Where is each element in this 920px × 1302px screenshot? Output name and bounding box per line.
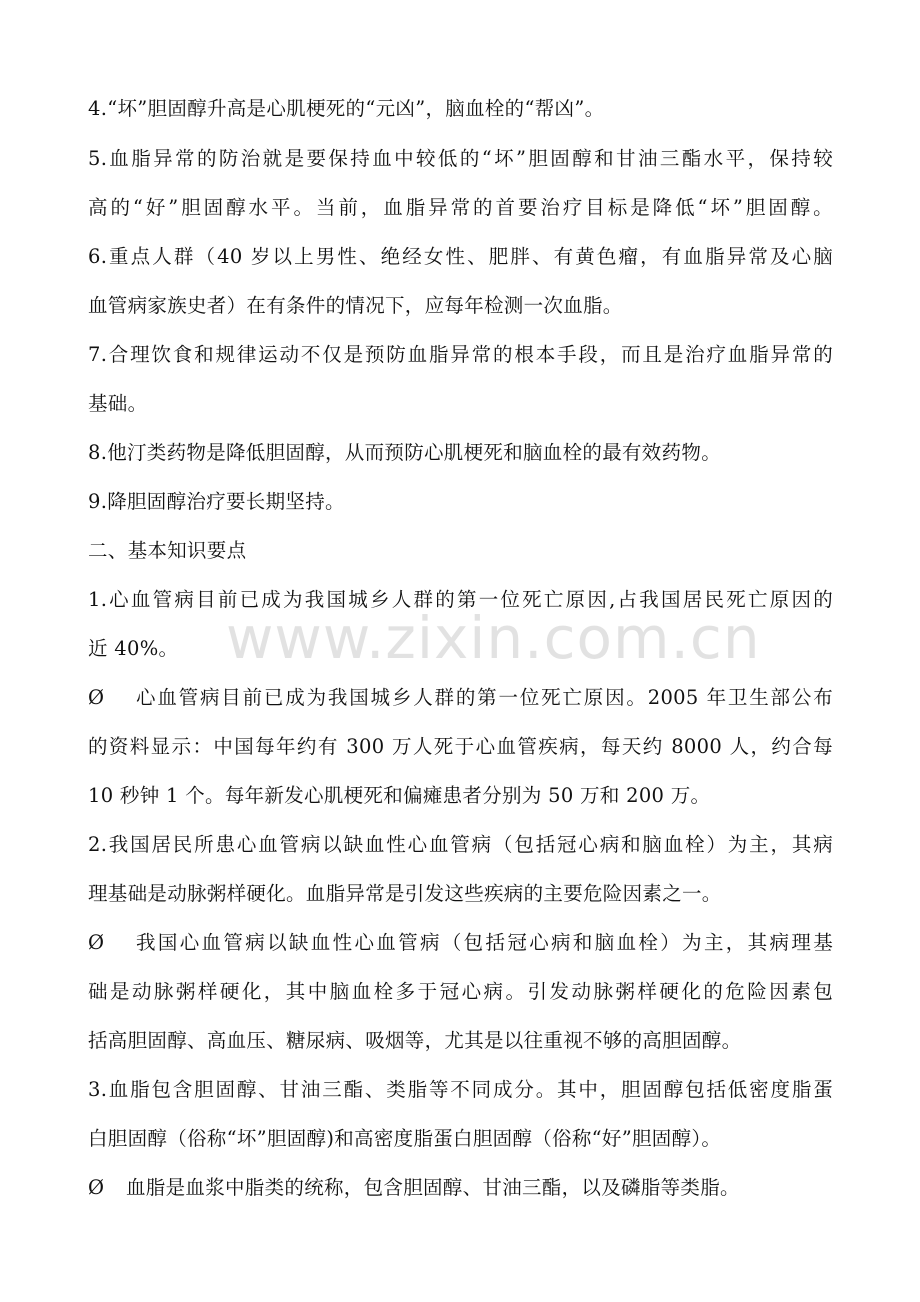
text-line: 高的“好”胆固醇水平。当前，血脂异常的首要治疗目标是降低“坏”胆固醇。	[88, 196, 833, 219]
bullet-line	[88, 1173, 740, 1203]
text-line: 5.血脂异常的防治就是要保持血中较低的“坏”胆固醇和甘油三酯水平，保持较	[88, 147, 833, 170]
text-line: 理基础是动脉粥样硬化。血脂异常是引发这些疾病的主要危险因素之一。	[88, 882, 722, 905]
text-line: 心血管病目前已成为我国城乡人群的第一位死亡原因。2005 年卫生部公布	[136, 686, 833, 709]
bullet-line	[88, 683, 833, 713]
bullet-icon: Ø	[88, 1176, 105, 1199]
text-line: 基础。	[88, 392, 148, 415]
text-line: 10 秒钟 1 个。每年新发心肌梗死和偏瘫患者分别为 50 万和 200 万。	[88, 784, 711, 807]
text-line: 血脂是血浆中脂类的统称，包含胆固醇、甘油三酯，以及磷脂等类脂。	[126, 1176, 740, 1199]
text-line: 9.降胆固醇治疗要长期坚持。	[88, 490, 345, 513]
bullet-icon: Ø	[88, 931, 105, 954]
text-line: 1.心血管病目前已成为我国城乡人群的第一位死亡原因,占我国居民死亡原因的	[88, 588, 833, 611]
bullet-line	[88, 928, 833, 958]
text-line: 8.他汀类药物是降低胆固醇，从而预防心肌梗死和脑血栓的最有效药物。	[88, 441, 722, 464]
text-line: 6.重点人群（40 岁以上男性、绝经女性、肥胖、有黄色瘤，有血脂异常及心脑	[88, 245, 833, 268]
text-line: 括高胆固醇、高血压、糖尿病、吸烟等，尤其是以往重视不够的高胆固醇。	[88, 1029, 742, 1052]
text-line: 2.我国居民所患心血管病以缺血性心血管病（包括冠心病和脑血栓）为主，其病	[88, 833, 833, 856]
text-line: 近 40%。	[88, 637, 179, 660]
text-line: 我国心血管病以缺血性心血管病（包括冠心病和脑血栓）为主，其病理基	[136, 931, 833, 954]
text-line: 3.血脂包含胆固醇、甘油三酯、类脂等不同成分。其中，胆固醇包括低密度脂蛋	[88, 1078, 833, 1101]
section-heading: 二、基本知识要点	[88, 539, 247, 562]
text-line: 血管病家族史者）在有条件的情况下，应每年检测一次血脂。	[88, 294, 623, 317]
text-line: 础是动脉粥样硬化，其中脑血栓多于冠心病。引发动脉粥样硬化的危险因素包	[88, 980, 833, 1003]
watermark: www.zixin.com.cn	[226, 604, 761, 672]
text-line: 4.“坏”胆固醇升高是心肌梗死的“元凶”，脑血栓的“帮凶”。	[88, 97, 605, 120]
bullet-icon: Ø	[88, 686, 105, 709]
text-line: 白胆固醇（俗称“坏”胆固醇)和高密度脂蛋白胆固醇（俗称“好”胆固醇）。	[88, 1127, 722, 1150]
text-line: 7.合理饮食和规律运动不仅是预防血脂异常的根本手段，而且是治疗血脂异常的	[88, 343, 833, 366]
text-line: 的资料显示：中国每年约有 300 万人死于心血管疾病，每天约 8000 人，约合每	[88, 735, 833, 758]
